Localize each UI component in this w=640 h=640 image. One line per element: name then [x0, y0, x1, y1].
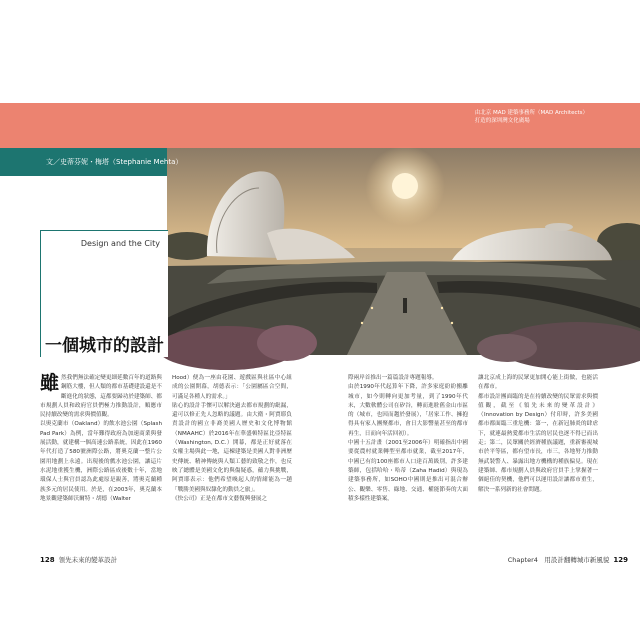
- caption-line-1: 由北京 MAD 建築事務所（MAD Architects）: [474, 110, 588, 116]
- page-number-right: 129: [613, 556, 628, 564]
- cover-photo: [167, 148, 640, 355]
- author-credit: 文／史蒂芬妮・梅塔（Stephanie Mehta）: [46, 158, 183, 166]
- caption-line-2: 打造的深圳灣文化廣場: [474, 118, 530, 124]
- title-box: [40, 230, 168, 357]
- footer-left: [40, 555, 117, 564]
- column-text: 際兩岸首推出一篇篇設計專題報導。 由於1990年代起算年下降，許多家庭紛紛搬離城市，如今則轉向更加考量，到了1990年代末，大數軟體公司在矽谷，轉而進駐舊金山市區的（城市，也因而趨於發展），「居家工作、擁抱得具有家人團聚都市，會日大影響量甚至的都市再生，日而向年活回初）。 中國十五計畫（2001至2006年）明確指出中國要從農村就業轉型至都市就業，截至2017年，中國已有約100座都市人口達百萬級別，許多建築師，包括哈哈・哈蒂（Zaha Hadid）與現為建築事務所，如SOHO中國則是推出可混合辦公、觀樂、零售、綠地、交通、權能節奏的大面積多樣性建築案，: [348, 375, 468, 502]
- page-number-left: 128: [40, 556, 55, 564]
- column-text: Hood）便為一座由花園、遊戲區與社區中心組成的公園開幕，胡德表示：「公園屬區合空間，可滿足各種人的需求。」 貼心的設計手懷可以解決過去都市規劃的紕漏，還可以修正先人忽略的議題。由大衛・阿賈耶負責設計的國立非裔美國人歷史和文化博物館（NMAAHC）於2016年在華盛頓特區比亞特區（Washington, D.C.）開幕，都是正好就落在女權主場與此一地，這棟建築是美國人對非洲歷史傳統、精神傳統與人類工藝的致敬之作，也反映了總體是美國文化的與傷疑惑，蘊力與挑戰，阿賈耶表示：他們希望喚起人的情緒能為一趟「戰勝美國與奴隸化的動員之旅」。 《快公司》正是在都市文藝復興發展之: [172, 375, 292, 502]
- photo-caption: [475, 109, 588, 125]
- body-column-3: [348, 374, 468, 540]
- book-title: 領先未來的變革設計: [58, 556, 118, 564]
- body-column-1: [40, 374, 162, 540]
- body-column-2: [172, 374, 292, 540]
- architecture-illustration: [167, 148, 640, 355]
- column-text: 讓北京成上海的民眾更加開心能上街做，也能活在都市。 都市設計團面臨的是在持續改變的民眾需求與價值觀，截至《領先未來的變革設計》（Innovation by Design）付印時，許多美國都市都面臨三重危機：第一，在新冠肺炎的肆虐下，就連最熱愛都市生活的居民也逐不得已而出走；第二，民眾關於經濟種族議題，重新審視城市於平等區，都有望市長，市三，各地努力推動無武裝警人、暴露出地方機構的種族偏見。現在建築師、都市規劃人員與政府官員手上掌握著一個絕佳的契機，他們可以運用設計讓都市重生，解決一系列新的社會問題。: [478, 375, 598, 493]
- chapter-title: 一個城市的設計: [45, 336, 164, 356]
- body-column-4: [478, 374, 598, 493]
- column-text: 然我們無法確定變更細延數百年的道路與鋼筋大樓，但人類的都市基礎建設還是不斷進化的狀態，這都要歸功於建築師、都市規劃人員和政府官員們極力推動設計，順應市民持續改變的需求與價值觀。 以奧克蘭市（Oakland）的飲水池公園（Splash Pad Park）為例，當年難得政府為加速商業與發展活動，就建構一個高速公路系統，因此在1960年代打造了580號洲際公路，將奧克蘭一整片公園用地劃上永遠。出現後的戲水池公園，讓這片水泥地重獲生機，洲際公路區成後數十年，當地環保人士與官員認為此處原是親善，將奧克蘭種族多元的居民使用。於是，在2003年，奧克蘭本地景觀建築師沃爾特・胡德（Walter: [40, 375, 162, 502]
- footer-right: [508, 555, 628, 564]
- english-subtitle: Design and the City: [80, 239, 160, 248]
- drop-cap: 雖: [40, 372, 60, 394]
- chapter-label: Chapter4 用設計翻轉城市新風貌: [507, 556, 610, 564]
